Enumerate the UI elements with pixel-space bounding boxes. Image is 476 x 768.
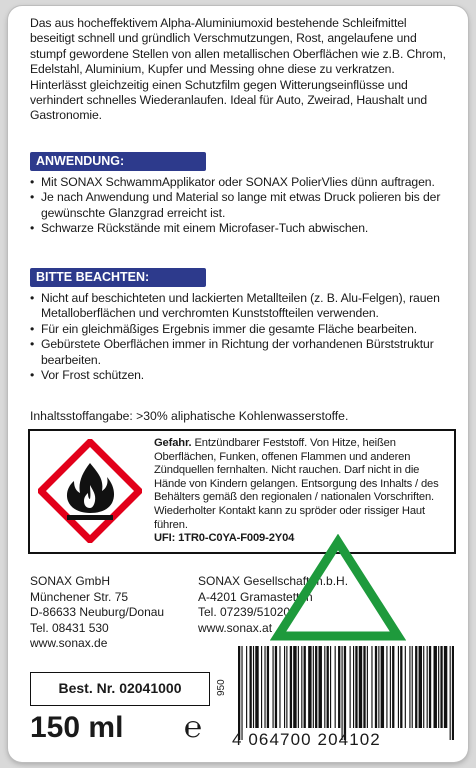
- barcode-bar: [286, 646, 287, 728]
- barcode-bar: [434, 646, 437, 728]
- barcode-bar: [344, 646, 346, 740]
- barcode-bar: [250, 646, 252, 728]
- barcode-bar: [301, 646, 302, 728]
- company-line: www.sonax.de: [30, 636, 108, 651]
- list-item: • Für ein gleichmäßiges Ergebnis immer die gesamte Fläche bearbeiten.: [30, 322, 458, 337]
- barcode-bar: [371, 646, 372, 728]
- barcode-bar: [267, 646, 269, 728]
- list-item: • Nicht auf beschichteten und lackierten Metallteilen (z. B. Alu-Felgen), rauen Metalloberflächen und verchromten Kunststoffteilen verwenden.: [30, 291, 458, 322]
- company-line: A-4201 Gramastetten: [198, 589, 313, 604]
- barcode-bar: [400, 646, 402, 728]
- list-item: • Gebürstete Oberflächen immer in Richtung der vorhandenen Bürststruktur bearbeiten.: [30, 337, 458, 368]
- barcode-bar: [261, 646, 262, 728]
- barcode-bar: [273, 646, 274, 728]
- company-line: www.sonax.at: [198, 620, 273, 635]
- volume: 150 ml: [30, 711, 124, 744]
- barcode-bar: [275, 646, 277, 728]
- barcode-bar: [423, 646, 424, 728]
- barcode-bar: [419, 646, 422, 728]
- barcode-bar: [392, 646, 394, 728]
- company-address-de: [30, 574, 210, 652]
- barcode-bar: [438, 646, 439, 728]
- barcode-bar: [284, 646, 285, 728]
- usage-list: [30, 175, 458, 237]
- barcode-bar: [264, 646, 265, 728]
- barcode-bar: [246, 646, 247, 728]
- barcode-bar: [253, 646, 254, 728]
- barcode-bar: [330, 646, 331, 728]
- barcode-bar: [308, 646, 311, 728]
- barcode-bar: [390, 646, 391, 728]
- barcode-bar: [440, 646, 442, 728]
- hazard-text: Entzündbarer Feststoff. Von Hitze, heißen Oberflächen, Funken, offenen Flammen und anderen Zündquellen fernhalten. Nicht rauchen. Darf nicht in die Hände von Kindern gelangen. Entsorgung des Inhalts / des Behälters gemäß den regionalen / nationalen Vorschriften. Wiederholter Kontakt kann zu spröder oder rissiger Haut führen.: [154, 437, 439, 531]
- barcode-bar: [355, 646, 357, 728]
- company-line: Münchener Str. 75: [30, 589, 129, 604]
- barcode-bar: [452, 646, 454, 740]
- barcode-bar: [313, 646, 314, 728]
- company-line: Tel. 07239/51020: [198, 605, 291, 620]
- green-triangle-outline-icon: [270, 534, 406, 644]
- barcode-bar: [338, 646, 340, 728]
- list-item: • Schwarze Rückstände mit einem Microfaser-Tuch abwischen.: [30, 221, 458, 236]
- barcode-bar: [363, 646, 365, 728]
- barcode-bar: [427, 646, 428, 728]
- barcode-bar: [290, 646, 292, 728]
- barcode-bar: [350, 646, 351, 728]
- barcode-bar: [415, 646, 417, 728]
- order-number: Best. Nr. 02041000: [30, 672, 210, 706]
- barcode-bar: [319, 646, 322, 728]
- barcode-bar: [353, 646, 354, 728]
- company-line: SONAX Gesellschaft m.b.H.: [198, 574, 349, 588]
- barcode-bar: [255, 646, 258, 728]
- barcode-bar: [378, 646, 379, 728]
- barcode-bar: [412, 646, 413, 728]
- barcode-bar: [381, 646, 384, 728]
- barcode-bar: [429, 646, 431, 728]
- company-line: Tel. 08431 530: [30, 620, 109, 635]
- barcode-bar: [304, 646, 306, 728]
- hazard-statement: [154, 437, 452, 546]
- barcode-bar: [398, 646, 399, 728]
- barcode-bar: [293, 646, 296, 728]
- barcode-bar: [335, 646, 336, 728]
- barcode-bar: [405, 646, 406, 728]
- barcode-bar: [342, 646, 343, 740]
- barcode-bar: [238, 646, 240, 740]
- barcode-bar: [298, 646, 299, 728]
- barcode: [236, 646, 454, 742]
- list-item: • Mit SONAX SchwammApplikator oder SONAX PolierVlies dünn auftragen.: [30, 175, 458, 190]
- signal-word: Gefahr.: [154, 437, 192, 449]
- barcode-bar: [359, 646, 362, 728]
- notes-list: [30, 291, 458, 383]
- company-line: D-86633 Neuburg/Donau: [30, 605, 165, 620]
- barcode-bar: [375, 646, 377, 728]
- barcode-bar: [409, 646, 410, 728]
- list-item: • Vor Frost schützen.: [30, 368, 458, 383]
- barcode-bar: [315, 646, 317, 728]
- barcode-bar: [279, 646, 280, 728]
- ufi-code: UFI: 1TR0-C0YA-F009-2Y04: [154, 532, 295, 545]
- usage-heading: ANWENDUNG:: [30, 152, 206, 171]
- intro-text: Das aus hocheffektivem Alpha-Aluminiumoxid bestehende Schleifmittel beseitigt schnell und gründlich Verschmutzungen, Rost, angelaufene und stumpf gewordene Stellen von allen metallischen Oberflächen wie z.B. Chrom, Edelstahl, Aluminium, Kupfer und Messing ohne diese zu verkratzen. Hinterlässt gleichzeitig einen Schutzfilm gegen Witterungseinflüsse und verhindert schnelles Wiederanlaufen. Ideal für Auto, Zweirad, Haushalt und Gastronomie.: [30, 16, 446, 123]
- barcode-bar: [450, 646, 451, 740]
- estimate-mark-icon: ℮: [184, 711, 203, 744]
- barcode-bar: [444, 646, 447, 728]
- side-code: 950: [216, 679, 227, 696]
- barcode-bar: [386, 646, 387, 728]
- barcode-bar: [367, 646, 368, 728]
- ghs-flame-icon: [38, 439, 142, 543]
- barcode-digits: 4 064700 204102: [232, 730, 381, 749]
- barcode-bar: [324, 646, 325, 728]
- barcode-bar: [327, 646, 329, 728]
- list-item: • Je nach Anwendung und Material so lange mit etwas Druck polieren bis der gewünschte Glanzgrad erreicht ist.: [30, 190, 458, 221]
- notes-heading: BITTE BEACHTEN:: [30, 268, 206, 287]
- company-line: SONAX GmbH: [30, 574, 111, 588]
- ingredients-text: Inhaltsstoffangabe: >30% aliphatische Kohlenwasserstoffe.: [30, 409, 349, 423]
- barcode-bar: [241, 646, 242, 740]
- product-label: [8, 6, 468, 762]
